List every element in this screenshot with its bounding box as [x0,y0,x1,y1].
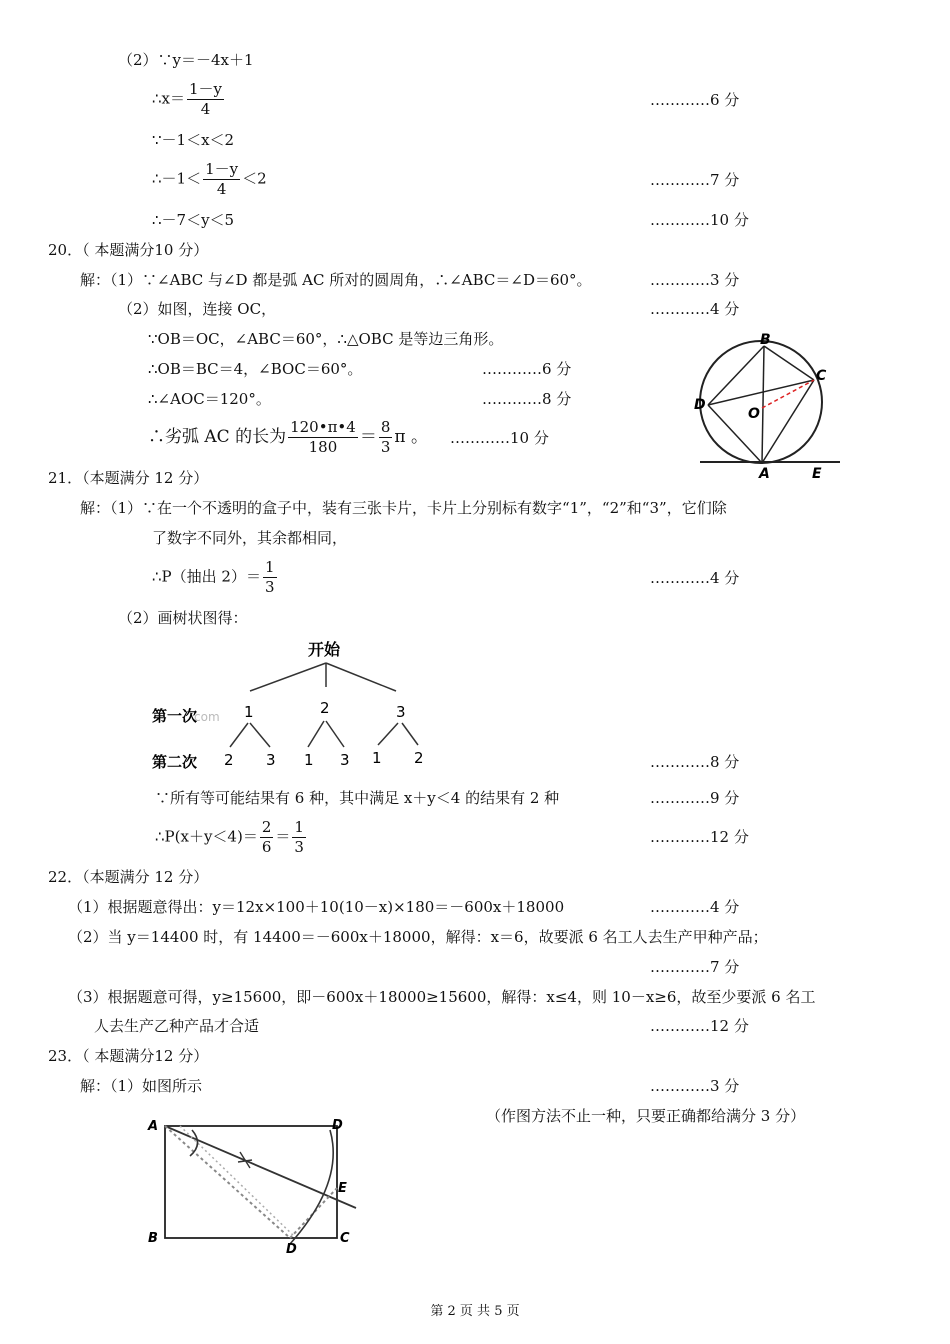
tree-edge-3-2 [402,723,418,745]
q20-line-1: 解：（1）∵∠ABC 与∠D 都是弧 AC 所对的圆周角，∴∠ABC＝∠D＝60°。 [80,271,592,289]
tree-watermark: com [194,710,220,724]
q19-score-7: …………7 分 [650,171,740,189]
q20-arc-result-fraction [379,418,393,457]
q19-fraction-1-den: 4 [200,100,211,118]
q22-score-4: …………4 分 [650,898,740,916]
q21-prob-den: 3 [264,578,275,596]
label-b: B [760,332,771,348]
q20-score-3: …………3 分 [650,271,740,289]
q19-line-4-pre: ∴－1＜ [152,169,202,188]
q23-heading: 23．（ 本题满分12 分） [48,1047,209,1065]
q19-fraction-1 [187,80,224,119]
q20-line-2: （2）如图，连接 OC， [118,300,277,318]
q20-arc-fraction-num: 120•π•4 [290,418,356,436]
segment-ad-fold [165,1126,290,1238]
q21-score-12: …………12 分 [650,828,749,846]
q21-prob-fraction [263,558,277,597]
q20-arc-fraction [288,418,358,457]
q22-line-2: （2）当 y＝14400 时，有 14400＝－600x＋18000，解得：x＝6，故要派 6 名工人去生产甲种产品； [68,928,768,946]
tree-second-4: 3 [340,751,350,769]
label-e: E [812,466,822,482]
tree-first-2: 2 [320,699,330,717]
segment-bd [708,346,764,405]
q21-score-9: …………9 分 [650,789,740,807]
segment-bc [764,346,814,380]
q19-line-2-pre: ∴x＝ [152,89,186,108]
q21-line-4: （2）画树状图得： [118,609,248,627]
q19-line-3: ∵－1＜x＜2 [152,131,235,149]
tree-second-6: 2 [414,749,424,767]
q21-tree-diagram [150,635,450,775]
q19-line-2 [152,80,226,119]
tree-first-3: 3 [396,703,406,721]
q21-result-fraction-2 [292,818,306,857]
label-d-bottom: D [286,1242,297,1257]
segment-ca [762,380,814,463]
q19-line-1: （2）∵y＝－4x＋1 [118,51,254,69]
q19-fraction-2-den: 4 [216,180,227,198]
q20-line-6-eq: ＝ [359,427,377,447]
label-c: C [340,1231,350,1246]
q20-arc-result-den: 3 [380,438,391,456]
q23-score-3: …………3 分 [650,1077,740,1095]
q21-score-4: …………4 分 [650,569,740,587]
tree-row1-label: 第一次 [152,707,198,725]
q20-line-4: ∴OB＝BC＝4，∠BOC＝60°。 [148,360,363,378]
q20-line-6-post: π 。 [394,427,428,447]
q20-line-6-pre: ∴劣弧 AC 的长为 [148,427,287,447]
q19-score-6: …………6 分 [650,91,740,109]
q22-line-3: （3）根据题意可得，y≥15600，即－600x＋18000≥15600，解得：x≤4，则 10－x≥6，故至少要派 6 名工 [68,988,816,1006]
q20-line-5: ∴∠AOC＝120°。 [148,390,271,408]
q21-line-6-eq: ＝ [275,827,291,846]
tree-second-1: 2 [224,751,234,769]
tree-edge-2-3 [326,721,344,747]
q20-score-8: …………8 分 [482,390,572,408]
q21-prob-num: 1 [264,558,275,576]
label-d: D [694,397,706,413]
q21-heading: 21．（本题满分 12 分） [48,469,209,487]
q19-line-5: ∴－7＜y＜5 [152,211,235,229]
tree-edge-3-1 [378,723,398,745]
q19-line-4 [152,160,267,199]
q20-score-10: …………10 分 [450,429,549,447]
q22-heading: 22．（本题满分 12 分） [48,868,209,886]
q21-result-num-2: 1 [294,818,304,836]
page-footer: 第 2 页 共 5 页 [430,1304,520,1319]
q20-arc-fraction-den: 180 [308,438,338,456]
q19-fraction-2-num: 1－y [205,160,239,178]
construction-arc-large [290,1130,333,1244]
construction-cross-mark [238,1152,252,1168]
q23-rectangle-figure [140,1112,370,1257]
tree-second-5: 1 [372,749,382,767]
tree-root: 开始 [308,640,341,659]
label-d-top: D [332,1118,343,1133]
q21-line-5: ∵所有等可能结果有 6 种，其中满足 x＋y＜4 的结果有 2 种 [155,789,560,807]
q19-line-4-post: ＜2 [242,169,267,188]
tree-edge-1-2 [230,723,248,747]
tree-edge-1-3 [250,723,270,747]
label-e: E [338,1181,347,1196]
q20-score-6: …………6 分 [482,360,572,378]
segment-dc [708,380,814,405]
q21-line-1: 解：（1）∵在一个不透明的盒子中，装有三张卡片，卡片上分别标有数字“1”，“2”和“3”，它们除 [80,499,727,517]
q21-line-3 [152,558,279,597]
q21-result-den-2: 3 [294,838,304,856]
q21-result-fraction-1 [260,818,274,857]
label-c: C [816,368,827,384]
label-b: B [148,1231,158,1246]
rectangle-abcd [165,1126,337,1238]
q21-score-8: …………8 分 [650,753,740,771]
segment-ba [762,346,764,463]
q21-line-3-pre: ∴P（抽出 2）＝ [152,567,261,586]
tree-edge-root-3 [326,663,396,691]
q21-line-2: 了数字不同外，其余都相同， [152,529,348,547]
q20-circle-figure [690,330,850,482]
tree-first-1: 1 [244,703,254,721]
q20-score-4: …………4 分 [650,300,740,318]
tree-second-3: 1 [304,751,314,769]
label-a: A [148,1119,159,1134]
q20-line-6 [148,418,428,457]
q20-line-3: ∵OB＝OC，∠ABC＝60°，∴△OBC 是等边三角形。 [148,330,504,348]
tree-edge-2-1 [308,721,324,747]
q23-note: （作图方法不止一种，只要正确都给满分 3 分） [486,1107,806,1125]
q21-line-6-pre: ∴P(x＋y＜4)＝ [155,827,258,846]
q22-line-4: 人去生产乙种产品才合适 [94,1017,260,1035]
q22-score-7: …………7 分 [650,958,740,976]
q19-fraction-2 [203,160,240,199]
q19-score-10: …………10 分 [650,211,749,229]
segment-ae-extended [165,1126,356,1208]
q22-line-1: （1）根据题意得出：y＝12x×100＋10(10－x)×180＝－600x＋18000 [68,898,565,916]
construction-arc-small [190,1130,198,1156]
tree-row2-label: 第二次 [152,753,198,771]
tree-edge-root-1 [250,663,326,691]
q22-score-12: …………12 分 [650,1017,749,1035]
q20-heading: 20．（ 本题满分10 分） [48,241,209,259]
label-a: A [759,466,770,482]
segment-oc-dashed [762,380,814,408]
q19-fraction-1-num: 1－y [189,80,223,98]
q21-result-num-1: 2 [261,818,272,836]
q21-result-den-1: 6 [261,838,272,856]
q23-line-1: 解：（1）如图所示 [80,1077,203,1095]
label-o: O [748,406,760,422]
tree-second-2: 3 [266,751,276,769]
q20-arc-result-num: 8 [380,418,391,436]
q21-line-6 [155,818,308,857]
